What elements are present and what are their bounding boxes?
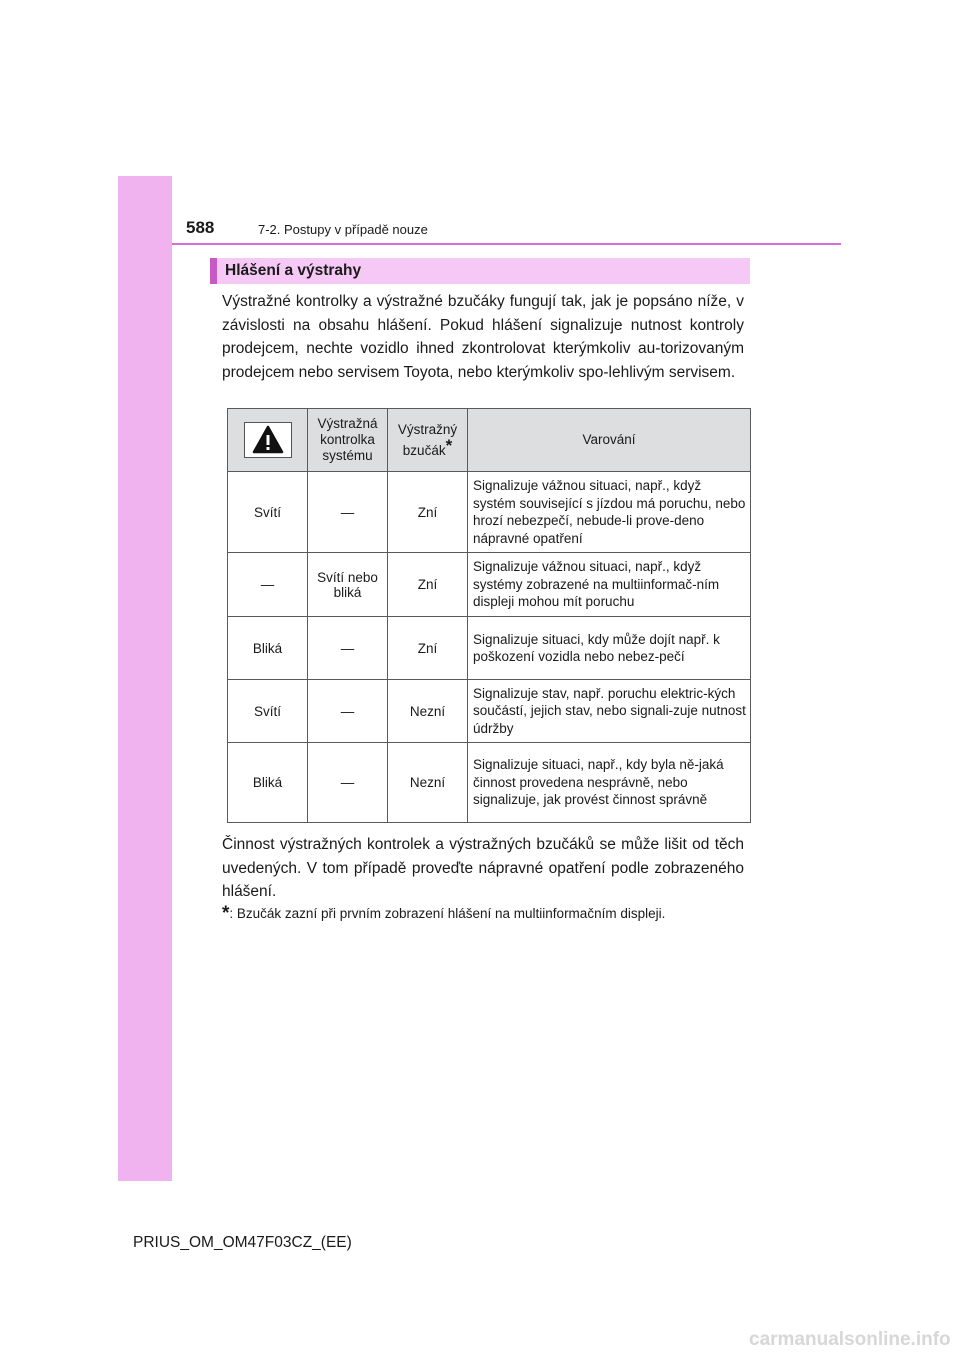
table-row [228, 472, 751, 553]
cell-lamp: Svítí [228, 680, 308, 743]
table-row [228, 617, 751, 680]
side-tab-band [118, 176, 172, 1181]
page-number: 588 [186, 218, 215, 237]
cell-buzzer: Zní [388, 553, 468, 617]
header-icon-cell [228, 409, 308, 472]
cell-system-lamp: — [308, 617, 388, 680]
cell-warning: Signalizuje situaci, kdy může dojít např. k poškození vozidla nebo nebez-pečí [468, 617, 751, 680]
warning-triangle-icon [244, 422, 292, 458]
header-system-lamp: Výstražná kontrolka systému [308, 409, 388, 472]
cell-warning: Signalizuje situaci, např., kdy byla ně-jaká činnost provedena nesprávně, nebo signalizuje, jak provést činnost správně [468, 743, 751, 823]
cell-system-lamp: Svítí nebo bliká [308, 553, 388, 617]
cell-system-lamp: — [308, 472, 388, 553]
watermark: carmanualsonline.info [749, 1329, 951, 1350]
outro-paragraph: Činnost výstražných kontrolek a výstražných bzučáků se může lišit od těch uvedených. V tom případě proveďte nápravné opatření podle zobrazeného hlášení. [222, 836, 744, 900]
table-row [228, 680, 751, 743]
footnote-text: : Bzučák zazní při prvním zobrazení hlášení na multiinformačním displeji. [229, 906, 666, 921]
intro-paragraph: Výstražné kontrolky a výstražné bzučáky fungují tak, jak je popsáno níže, v závislosti na obsahu hlášení. Pokud hlášení signalizuje nutnost kontroly prodejcem, nechte vozidlo ihned zkontrolovat kterýmkoliv au-torizovaným prodejcem nebo servisem Toyota, nebo kterýmkoliv spo-lehlivým servisem. [222, 293, 744, 381]
cell-lamp: Svítí [228, 472, 308, 553]
footnote [222, 903, 665, 925]
cell-buzzer: Nezní [388, 743, 468, 823]
cell-buzzer: Zní [388, 617, 468, 680]
document-code: PRIUS_OM_OM47F03CZ_(EE) [133, 1234, 352, 1251]
cell-warning: Signalizuje vážnou situaci, např., když systém související s jízdou má poruchu, nebo hrozí nebezpečí, nebude-li prove-deno nápravné opatření [468, 472, 751, 553]
cell-buzzer: Nezní [388, 680, 468, 743]
cell-system-lamp: — [308, 680, 388, 743]
footnote-mark: * [222, 903, 230, 924]
header-warning: Varování [468, 409, 751, 472]
header-buzzer: Výstražný bzučák* [388, 409, 468, 472]
table-row [228, 743, 751, 823]
header-divider [172, 243, 841, 245]
cell-buzzer: Zní [388, 472, 468, 553]
cell-warning: Signalizuje stav, např. poruchu elektric-kých součástí, jejich stav, nebo signali-zuje nutnost údržby [468, 680, 751, 743]
cell-lamp: — [228, 553, 308, 617]
section-title: 7-2. Postupy v případě nouze [258, 222, 428, 237]
cell-lamp: Bliká [228, 743, 308, 823]
table-header-row [228, 409, 751, 472]
topic-heading: Hlášení a výstrahy [210, 258, 750, 284]
cell-lamp: Bliká [228, 617, 308, 680]
table-row [228, 553, 751, 617]
cell-warning: Signalizuje vážnou situaci, např., když systémy zobrazené na multiinformač-ním displeji mohou mít poruchu [468, 553, 751, 617]
cell-system-lamp: — [308, 743, 388, 823]
warning-table [227, 408, 751, 823]
